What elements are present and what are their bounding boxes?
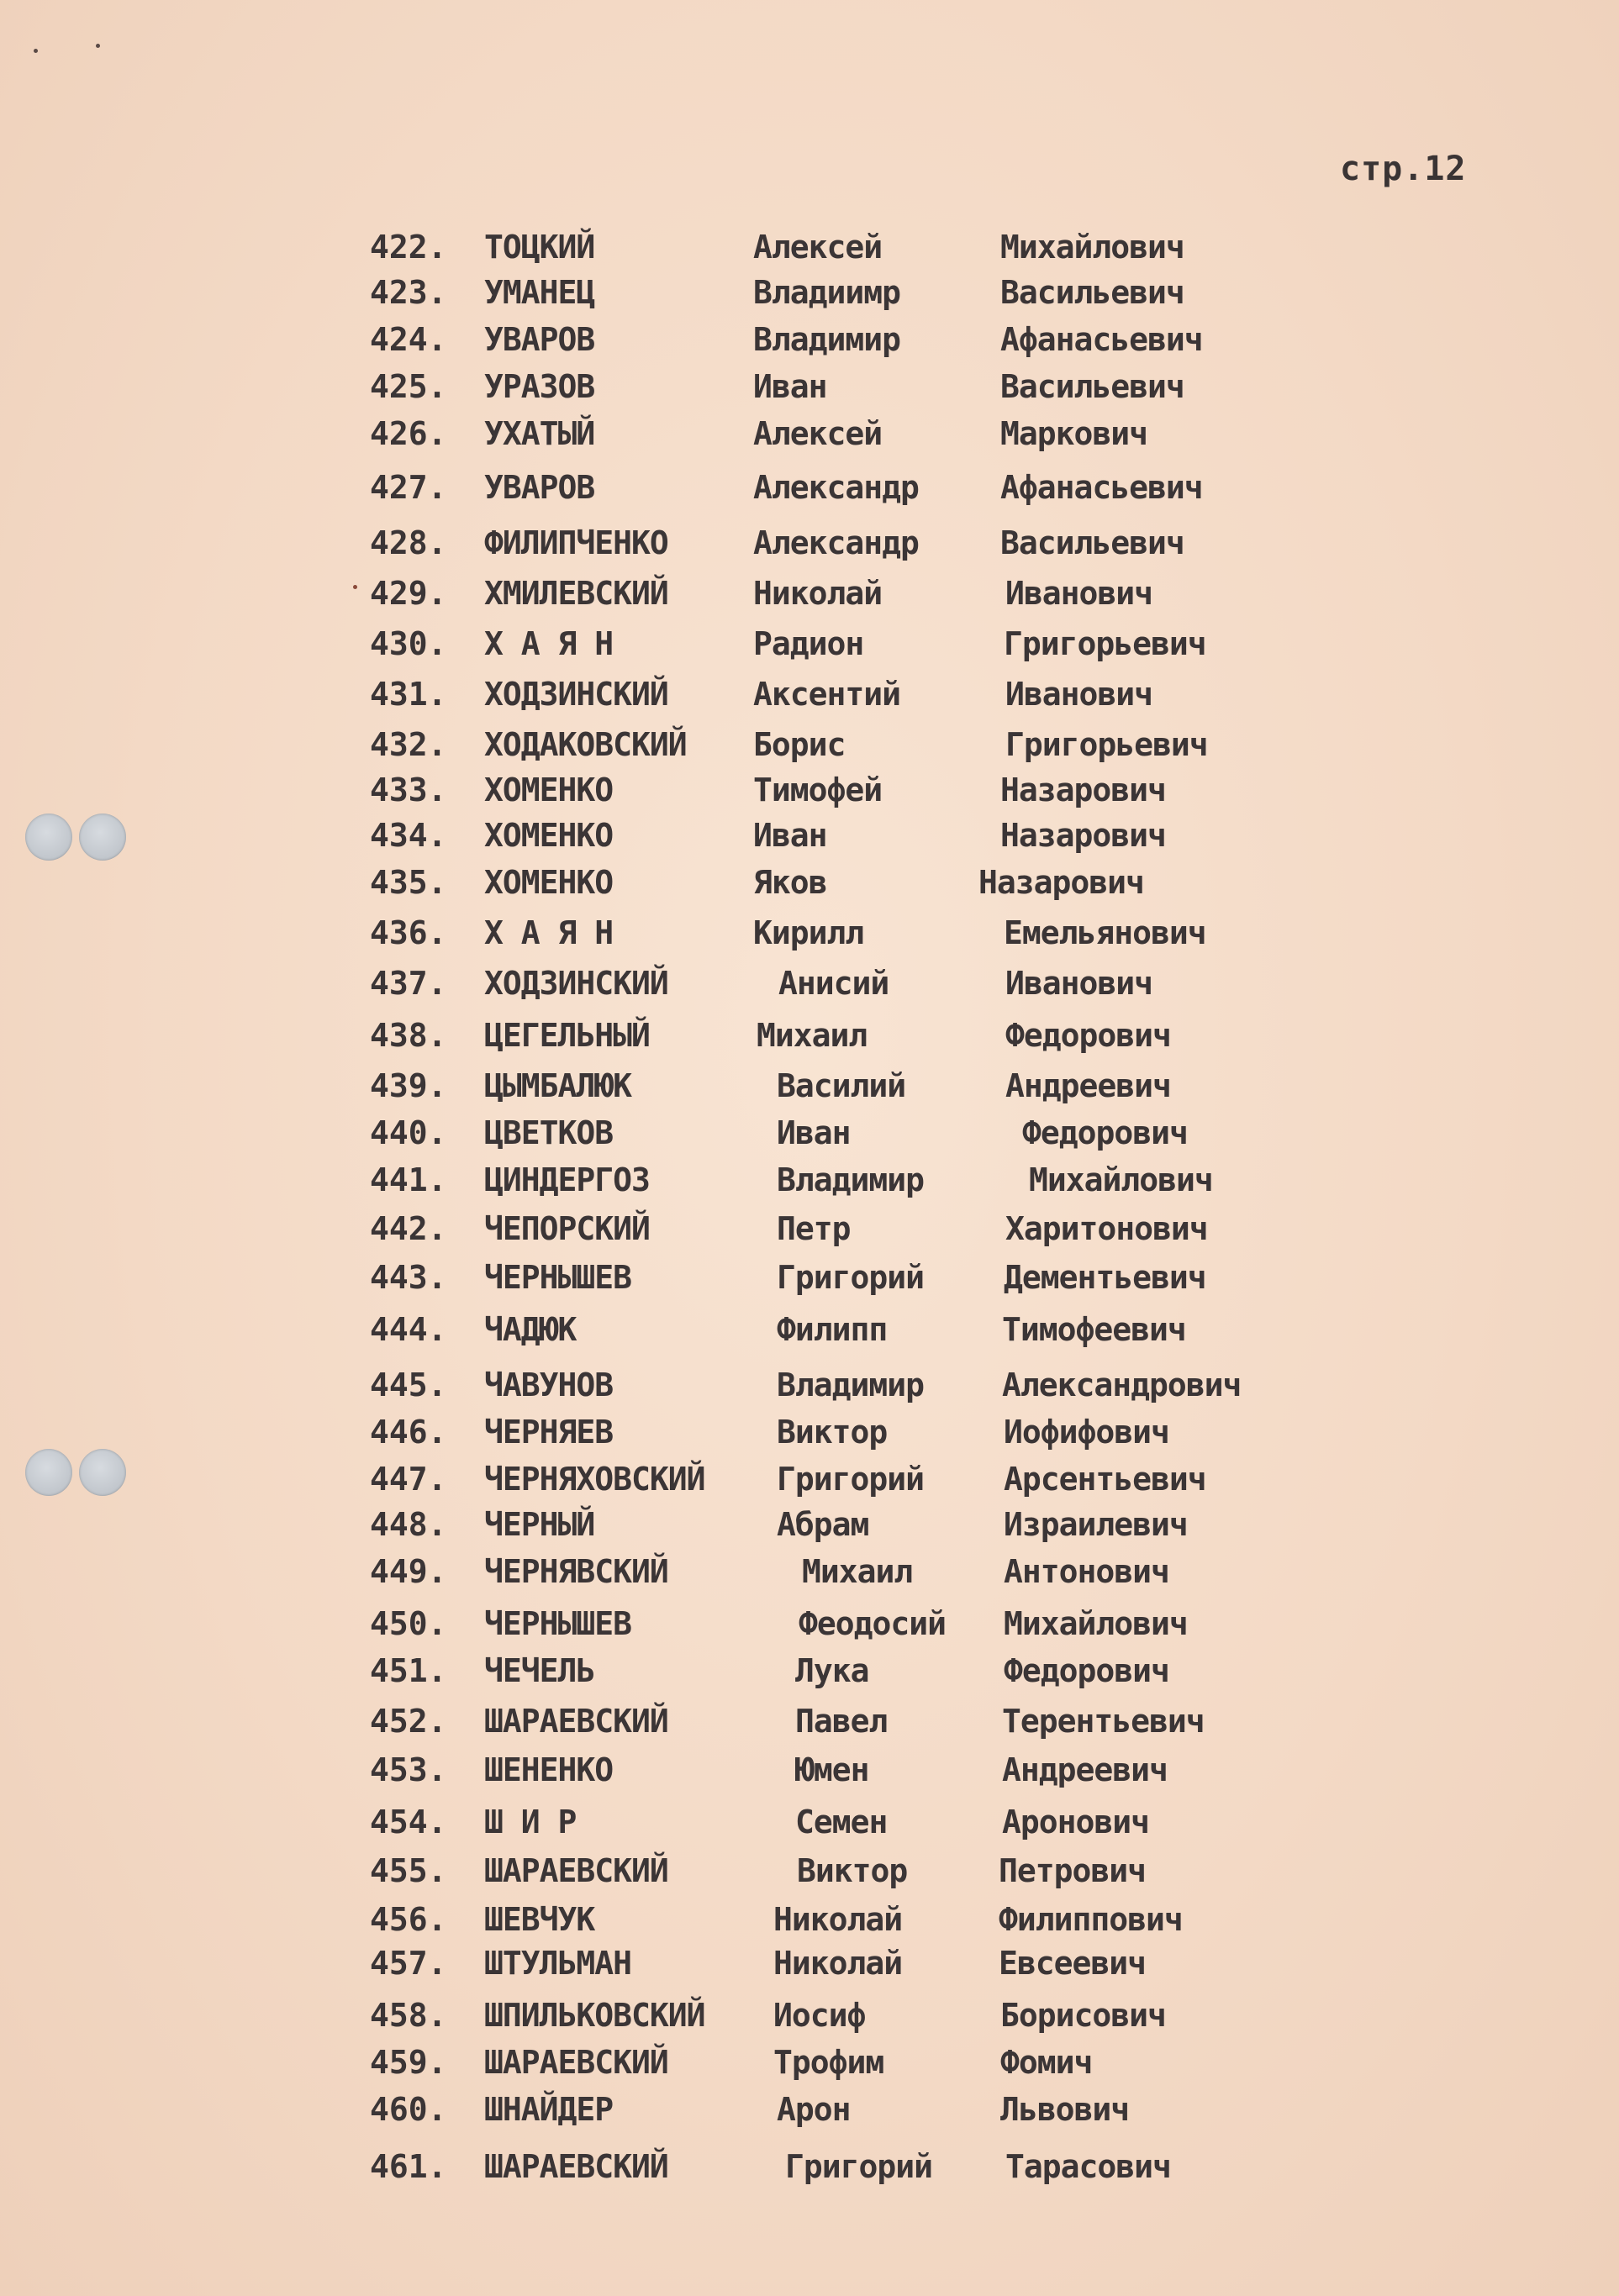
patronymic: Харитонович xyxy=(1005,1210,1208,1247)
list-item xyxy=(0,1800,1619,1844)
patronymic: Андреевич xyxy=(1005,1067,1171,1104)
surname: УВАРОВ xyxy=(484,321,595,358)
list-item xyxy=(0,1064,1619,1108)
given-name: Радион xyxy=(753,625,864,662)
given-name: Филипп xyxy=(777,1311,888,1348)
given-name: Лука xyxy=(795,1652,869,1689)
given-name: Александр xyxy=(753,524,919,561)
surname: УВАРОВ xyxy=(484,469,595,506)
entry-number: 438. xyxy=(370,1017,447,1054)
given-name: Иван xyxy=(753,368,827,405)
surname: ЧЕРНЯЕВ xyxy=(484,1414,614,1451)
patronymic: Тарасович xyxy=(1005,2148,1171,2185)
surname: УРАЗОВ xyxy=(484,368,595,405)
surname: ШЕВЧУК xyxy=(484,1901,595,1938)
surname: ЧАДЮК xyxy=(484,1311,577,1348)
patronymic: Израилевич xyxy=(1004,1506,1188,1543)
entry-number: 432. xyxy=(370,726,447,763)
given-name: Иосиф xyxy=(773,1997,866,2034)
surname: ЧАВУНОВ xyxy=(484,1367,614,1403)
list-item xyxy=(0,961,1619,1005)
list-item xyxy=(0,1410,1619,1454)
given-name: Абрам xyxy=(777,1506,869,1543)
given-name: Анисий xyxy=(778,965,889,1002)
entry-number: 452. xyxy=(370,1703,447,1740)
surname: Ш И Р xyxy=(484,1804,577,1840)
entry-number: 436. xyxy=(370,914,447,951)
entry-number: 434. xyxy=(370,817,447,854)
list-item xyxy=(0,768,1619,812)
given-name: Кирилл xyxy=(753,914,864,951)
entry-number: 446. xyxy=(370,1414,447,1451)
surname: УХАТЫЙ xyxy=(484,415,595,452)
list-item xyxy=(0,1111,1619,1155)
patronymic: Михайлович xyxy=(1029,1161,1213,1198)
list-item xyxy=(0,1699,1619,1743)
patronymic: Васильевич xyxy=(1000,274,1184,311)
entry-number: 444. xyxy=(370,1311,447,1348)
list-item xyxy=(0,2088,1619,2131)
entry-number: 429. xyxy=(370,575,447,612)
patronymic: Арсентьевич xyxy=(1004,1461,1206,1498)
patronymic: Дементьевич xyxy=(1004,1259,1206,1296)
surname: ЦВЕТКОВ xyxy=(484,1114,614,1151)
surname: ЧЕРНЫШЕВ xyxy=(484,1259,632,1296)
patronymic: Маркович xyxy=(1000,415,1148,452)
list-item xyxy=(0,1503,1619,1546)
list-item xyxy=(0,571,1619,615)
patronymic: Львович xyxy=(1000,2091,1130,2128)
given-name: Семен xyxy=(795,1804,888,1840)
patronymic: Борисович xyxy=(1000,1997,1166,2034)
given-name: Григорий xyxy=(777,1461,925,1498)
surname: ХОМЕНКО xyxy=(484,817,614,854)
given-name: Петр xyxy=(777,1210,851,1247)
given-name: Борис xyxy=(753,726,846,763)
patronymic: Федорович xyxy=(1005,1017,1171,1054)
list-item xyxy=(0,1256,1619,1299)
given-name: Арон xyxy=(777,2091,851,2128)
given-name: Николай xyxy=(753,575,883,612)
list-item xyxy=(0,1550,1619,1593)
list-item xyxy=(0,412,1619,456)
list-item xyxy=(0,365,1619,408)
patronymic: Назарович xyxy=(1000,771,1166,808)
surname: ЦЕГЕЛЬНЫЙ xyxy=(484,1017,650,1054)
entry-number: 442. xyxy=(370,1210,447,1247)
list-item xyxy=(0,2145,1619,2188)
patronymic: Иванович xyxy=(1005,965,1153,1002)
list-item xyxy=(0,318,1619,361)
given-name: Владимир xyxy=(777,1367,925,1403)
surname: ХОМЕНКО xyxy=(484,864,614,901)
patronymic: Григорьевич xyxy=(1005,726,1208,763)
patronymic: Васильевич xyxy=(1000,368,1184,405)
list-item xyxy=(0,1457,1619,1501)
patronymic: Федорович xyxy=(1022,1114,1188,1151)
list-item xyxy=(0,622,1619,666)
entry-number: 430. xyxy=(370,625,447,662)
given-name: Алексей xyxy=(753,229,883,266)
given-name: Яков xyxy=(753,864,827,901)
surname: ЧЕПОРСКИЙ xyxy=(484,1210,650,1247)
surname: ХМИЛЕВСКИЙ xyxy=(484,575,668,612)
list-item xyxy=(0,1849,1619,1893)
patronymic: Емельянович xyxy=(1004,914,1206,951)
list-item xyxy=(0,814,1619,857)
given-name: Иван xyxy=(753,817,827,854)
given-name: Виктор xyxy=(777,1414,888,1451)
entry-number: 439. xyxy=(370,1067,447,1104)
surname: ШНАЙДЕР xyxy=(484,2091,614,2128)
patronymic: Афанасьевич xyxy=(1000,469,1203,506)
patronymic: Михайлович xyxy=(1004,1605,1188,1642)
list-item xyxy=(0,723,1619,766)
list-item xyxy=(0,911,1619,955)
surname: ЦИНДЕРГОЗ xyxy=(484,1161,650,1198)
list-item xyxy=(0,1308,1619,1351)
patronymic: Филиппович xyxy=(999,1901,1183,1938)
surname: ХОДЗИНСКИЙ xyxy=(484,965,668,1002)
given-name: Владимир xyxy=(753,321,901,358)
entry-number: 437. xyxy=(370,965,447,1002)
entry-number: 457. xyxy=(370,1945,447,1982)
surname: УМАНЕЦ xyxy=(484,274,595,311)
given-name: Григорий xyxy=(785,2148,933,2185)
surname: ХОДЗИНСКИЙ xyxy=(484,676,668,713)
given-name: Владиимр xyxy=(753,274,901,311)
surname: ЧЕРНЫЙ xyxy=(484,1506,595,1543)
patronymic: Евсеевич xyxy=(999,1945,1147,1982)
surname: ШАРАЕВСКИЙ xyxy=(484,1852,668,1889)
entry-number: 433. xyxy=(370,771,447,808)
entry-number: 422. xyxy=(370,229,447,266)
list-item xyxy=(0,466,1619,509)
patronymic: Федорович xyxy=(1004,1652,1169,1689)
list-item xyxy=(0,1602,1619,1646)
given-name: Николай xyxy=(773,1945,903,1982)
patronymic: Иванович xyxy=(1005,575,1153,612)
surname: ФИЛИПЧЕНКО xyxy=(484,524,668,561)
entry-number: 456. xyxy=(370,1901,447,1938)
surname: ЧЕРНЯХОВСКИЙ xyxy=(484,1461,705,1498)
list-item xyxy=(0,672,1619,716)
given-name: Николай xyxy=(773,1901,903,1938)
entry-number: 458. xyxy=(370,1997,447,2034)
list-item xyxy=(0,225,1619,269)
given-name: Григорий xyxy=(777,1259,925,1296)
surname: ЦЫМБАЛЮК xyxy=(484,1067,632,1104)
patronymic: Назарович xyxy=(1000,817,1166,854)
entry-number: 423. xyxy=(370,274,447,311)
entry-number: 435. xyxy=(370,864,447,901)
given-name: Александр xyxy=(753,469,919,506)
entry-number: 459. xyxy=(370,2044,447,2081)
patronymic: Петрович xyxy=(999,1852,1147,1889)
list-item xyxy=(0,1898,1619,1941)
entry-number: 447. xyxy=(370,1461,447,1498)
entry-number: 455. xyxy=(370,1852,447,1889)
list-item xyxy=(0,521,1619,565)
entry-number: 425. xyxy=(370,368,447,405)
list-item xyxy=(0,1649,1619,1693)
list-item xyxy=(0,861,1619,904)
patronymic: Александрович xyxy=(1002,1367,1242,1403)
given-name: Василий xyxy=(777,1067,906,1104)
given-name: Аксентий xyxy=(753,676,901,713)
patronymic: Афанасьевич xyxy=(1000,321,1203,358)
entry-number: 450. xyxy=(370,1605,447,1642)
patronymic: Васильевич xyxy=(1000,524,1184,561)
list-item xyxy=(0,1993,1619,2037)
entry-number: 427. xyxy=(370,469,447,506)
entry-number: 453. xyxy=(370,1751,447,1788)
given-name: Юмен xyxy=(795,1751,869,1788)
patronymic: Иванович xyxy=(1005,676,1153,713)
entry-number: 451. xyxy=(370,1652,447,1689)
list-item xyxy=(0,2041,1619,2084)
surname: ТОЦКИЙ xyxy=(484,229,595,266)
given-name: Тимофей xyxy=(753,771,883,808)
patronymic: Антонович xyxy=(1004,1553,1169,1590)
patronymic: Тимофеевич xyxy=(1002,1311,1186,1348)
list-item xyxy=(0,1748,1619,1792)
patronymic: Фомич xyxy=(1000,2044,1093,2081)
surname: ХОМЕНКО xyxy=(484,771,614,808)
entry-number: 445. xyxy=(370,1367,447,1403)
entry-number: 443. xyxy=(370,1259,447,1296)
entry-number: 426. xyxy=(370,415,447,452)
given-name: Алексей xyxy=(753,415,883,452)
patronymic: Назарович xyxy=(978,864,1144,901)
list-item xyxy=(0,1207,1619,1251)
surname: ЧЕЧЕЛЬ xyxy=(484,1652,595,1689)
patronymic: Андреевич xyxy=(1002,1751,1168,1788)
surname: ШЕНЕНКО xyxy=(484,1751,614,1788)
surname: ШАРАЕВСКИЙ xyxy=(484,2044,668,2081)
list-item xyxy=(0,1363,1619,1407)
given-name: Владимир xyxy=(777,1161,925,1198)
surname: ЧЕРНЯВСКИЙ xyxy=(484,1553,668,1590)
surname: ЧЕРНЫШЕВ xyxy=(484,1605,632,1642)
ink-speck xyxy=(34,49,38,53)
patronymic: Михайлович xyxy=(1000,229,1184,266)
entry-number: 441. xyxy=(370,1161,447,1198)
given-name: Феодосий xyxy=(799,1605,947,1642)
given-name: Трофим xyxy=(773,2044,884,2081)
surname: Х А Я Н xyxy=(484,914,614,951)
ink-speck xyxy=(96,44,100,48)
entry-number: 461. xyxy=(370,2148,447,2185)
list-item xyxy=(0,1158,1619,1202)
entry-number: 448. xyxy=(370,1506,447,1543)
surname: ШАРАЕВСКИЙ xyxy=(484,1703,668,1740)
list-item xyxy=(0,1941,1619,1985)
entry-number: 428. xyxy=(370,524,447,561)
given-name: Виктор xyxy=(797,1852,908,1889)
patronymic: Терентьевич xyxy=(1002,1703,1205,1740)
surname: Х А Я Н xyxy=(484,625,614,662)
patronymic: Аронович xyxy=(1002,1804,1150,1840)
entry-number: 440. xyxy=(370,1114,447,1151)
surname: ШТУЛЬМАН xyxy=(484,1945,632,1982)
surname: ШПИЛЬКОВСКИЙ xyxy=(484,1997,705,2034)
page-number: стр.12 xyxy=(1340,150,1467,188)
entry-number: 454. xyxy=(370,1804,447,1840)
entry-number: 449. xyxy=(370,1553,447,1590)
list-item xyxy=(0,1014,1619,1057)
given-name: Иван xyxy=(777,1114,851,1151)
patronymic: Григорьевич xyxy=(1004,625,1206,662)
given-name: Михаил xyxy=(802,1553,913,1590)
entry-number: 431. xyxy=(370,676,447,713)
entry-number: 460. xyxy=(370,2091,447,2128)
given-name: Михаил xyxy=(757,1017,868,1054)
patronymic: Иофифович xyxy=(1004,1414,1169,1451)
surname: ХОДАКОВСКИЙ xyxy=(484,726,687,763)
list-item xyxy=(0,271,1619,314)
entry-number: 424. xyxy=(370,321,447,358)
surname: ШАРАЕВСКИЙ xyxy=(484,2148,668,2185)
given-name: Павел xyxy=(795,1703,888,1740)
